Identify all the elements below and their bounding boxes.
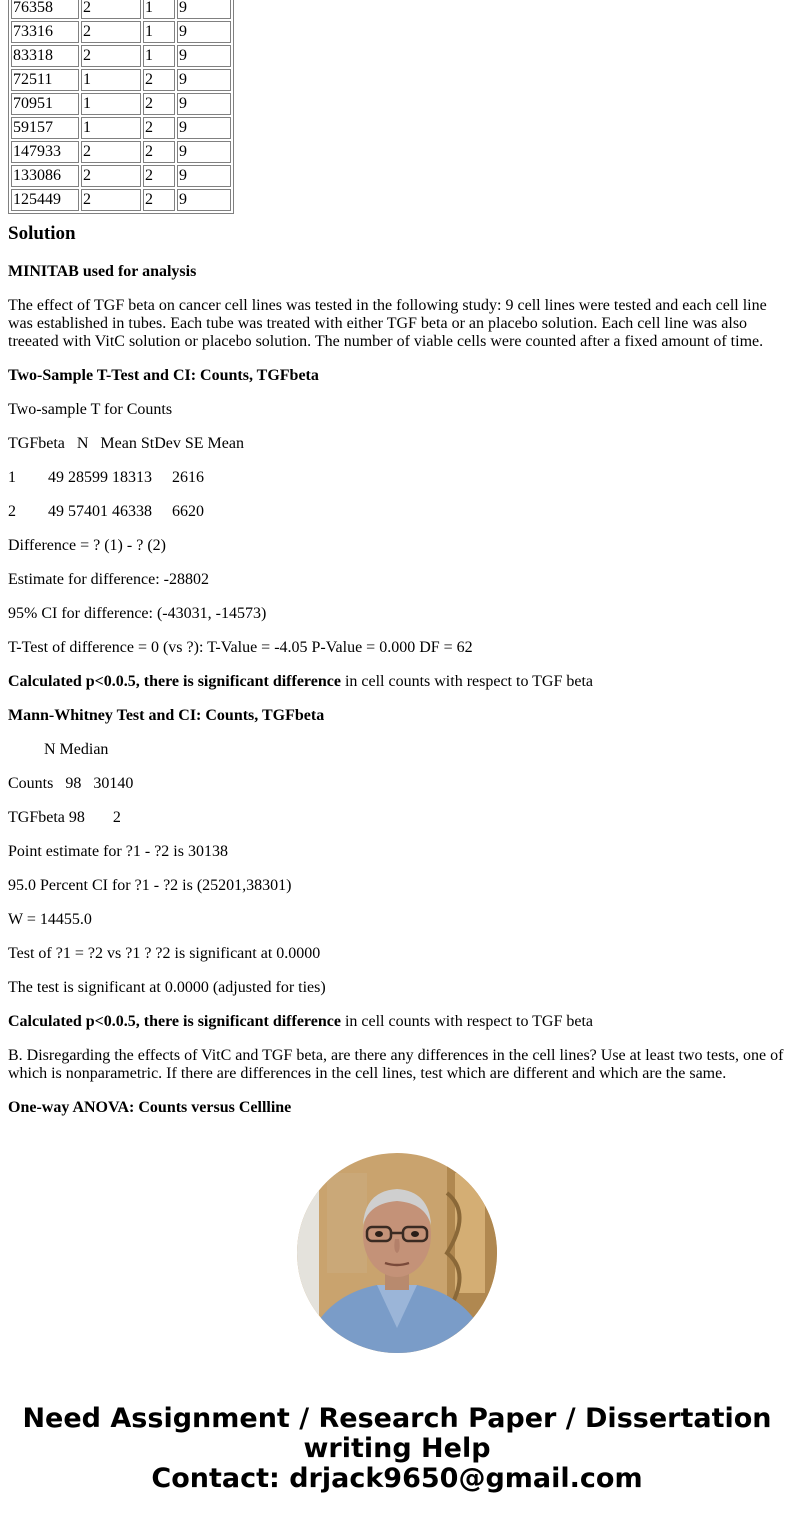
table-row bbox=[11, 0, 231, 19]
table-cell: 1 bbox=[143, 45, 175, 67]
table-cell: 2 bbox=[143, 117, 175, 139]
table-cell: 2 bbox=[81, 21, 141, 43]
table-cell: 2 bbox=[143, 93, 175, 115]
table-row bbox=[11, 117, 231, 139]
table-cell: 9 bbox=[177, 141, 231, 163]
table-cell: 1 bbox=[143, 21, 175, 43]
mann-whitney-test: Test of ?1 = ?2 vs ?1 ? ?2 is significant at 0.0000 bbox=[8, 945, 321, 962]
table-cell: 2 bbox=[143, 141, 175, 163]
mann-whitney-point-estimate: Point estimate for ?1 - ?2 is 30138 bbox=[8, 843, 228, 860]
data-table-body bbox=[11, 0, 231, 211]
table-row bbox=[11, 69, 231, 91]
mann-whitney-conclusion: Calculated p<0.0.5, there is significant difference in cell counts with respect to TGF beta bbox=[8, 1013, 594, 1030]
data-table-wrapper bbox=[8, 0, 234, 214]
table-cell: 9 bbox=[177, 21, 231, 43]
table-cell: 125449 bbox=[11, 189, 79, 211]
table-cell: 133086 bbox=[11, 165, 79, 187]
minitab-note: MINITAB used for analysis bbox=[8, 263, 197, 280]
table-cell: 2 bbox=[143, 189, 175, 211]
solution-heading: Solution bbox=[8, 223, 76, 244]
table-cell: 2 bbox=[81, 45, 141, 67]
data-table bbox=[8, 0, 234, 214]
table-cell: 59157 bbox=[11, 117, 79, 139]
table-cell: 72511 bbox=[11, 69, 79, 91]
table-cell: 2 bbox=[81, 189, 141, 211]
table-cell: 2 bbox=[143, 69, 175, 91]
cta-line-1: Need Assignment / Research Paper / Dissertation bbox=[22, 1403, 772, 1434]
table-cell: 70951 bbox=[11, 93, 79, 115]
table-cell: 9 bbox=[177, 93, 231, 115]
table-cell: 9 bbox=[177, 0, 231, 19]
table-cell: 1 bbox=[143, 0, 175, 19]
ttest-heading: Two-Sample T-Test and CI: Counts, TGFbeta bbox=[8, 367, 319, 384]
table-cell: 9 bbox=[177, 69, 231, 91]
table-row bbox=[11, 93, 231, 115]
table-cell: 76358 bbox=[11, 0, 79, 19]
table-row bbox=[11, 21, 231, 43]
ttest-row-1: 1 49 28599 18313 2616 bbox=[8, 469, 204, 486]
table-cell: 147933 bbox=[11, 141, 79, 163]
ttest-row-2: 2 49 57401 46338 6620 bbox=[8, 503, 204, 520]
table-cell: 83318 bbox=[11, 45, 79, 67]
author-portrait-image bbox=[297, 1153, 497, 1353]
table-cell: 2 bbox=[81, 0, 141, 19]
mann-whitney-ties: The test is significant at 0.0000 (adjusted for ties) bbox=[8, 979, 326, 996]
table-cell: 9 bbox=[177, 45, 231, 67]
mann-whitney-row-2: TGFbeta 98 2 bbox=[8, 809, 121, 826]
ttest-ci: 95% CI for difference: (-43031, -14573) bbox=[8, 605, 267, 622]
ttest-test: T-Test of difference = 0 (vs ?): T-Value = -4.05 P-Value = 0.000 DF = 62 bbox=[8, 639, 473, 656]
ttest-difference: Difference = ? (1) - ? (2) bbox=[8, 537, 166, 554]
mann-whitney-ci: 95.0 Percent CI for ?1 - ?2 is (25201,38301) bbox=[8, 877, 292, 894]
table-cell: 2 bbox=[143, 165, 175, 187]
mann-whitney-header-row: N Median bbox=[8, 741, 109, 758]
cta-contact-email: Contact: drjack9650@gmail.com bbox=[151, 1463, 643, 1494]
intro-paragraph: The effect of TGF beta on cancer cell lines was tested in the following study: 9 cell lines were tested and each cell line was established in tubes. Each tube was treated with either TGF beta or an placebo solution. Each cell line was also treeated with VitC solution or placebo solution. The number of viable cells were counted after a fixed amount of time. bbox=[8, 297, 767, 350]
table-cell: 1 bbox=[81, 93, 141, 115]
cta-line-2: writing Help bbox=[303, 1433, 491, 1464]
ttest-conclusion: Calculated p<0.0.5, there is significant difference in cell counts with respect to TGF beta bbox=[8, 673, 594, 690]
mann-whitney-row-1: Counts 98 30140 bbox=[8, 775, 134, 792]
ttest-estimate: Estimate for difference: -28802 bbox=[8, 571, 209, 588]
anova-heading: One-way ANOVA: Counts versus Cellline bbox=[8, 1099, 292, 1116]
ttest-header-row: TGFbeta N Mean StDev SE Mean bbox=[8, 435, 244, 452]
table-row bbox=[11, 45, 231, 67]
ttest-subtitle: Two-sample T for Counts bbox=[8, 401, 173, 418]
question-b: B. Disregarding the effects of VitC and TGF beta, are there any differences in the cell lines? Use at least two tests, one of which is nonparametric. If there are differences in the cell lines, test which are different and which are the same. bbox=[8, 1047, 784, 1082]
table-cell: 9 bbox=[177, 117, 231, 139]
table-cell: 2 bbox=[81, 141, 141, 163]
table-cell: 2 bbox=[81, 165, 141, 187]
table-cell: 9 bbox=[177, 189, 231, 211]
author-photo bbox=[297, 1153, 497, 1353]
mann-whitney-heading: Mann-Whitney Test and CI: Counts, TGFbeta bbox=[8, 707, 325, 724]
table-row bbox=[11, 141, 231, 163]
table-row bbox=[11, 189, 231, 211]
table-cell: 1 bbox=[81, 69, 141, 91]
table-row bbox=[11, 165, 231, 187]
table-cell: 9 bbox=[177, 165, 231, 187]
table-cell: 73316 bbox=[11, 21, 79, 43]
mann-whitney-w: W = 14455.0 bbox=[8, 911, 92, 928]
contact-banner bbox=[0, 1404, 794, 1494]
table-cell: 1 bbox=[81, 117, 141, 139]
